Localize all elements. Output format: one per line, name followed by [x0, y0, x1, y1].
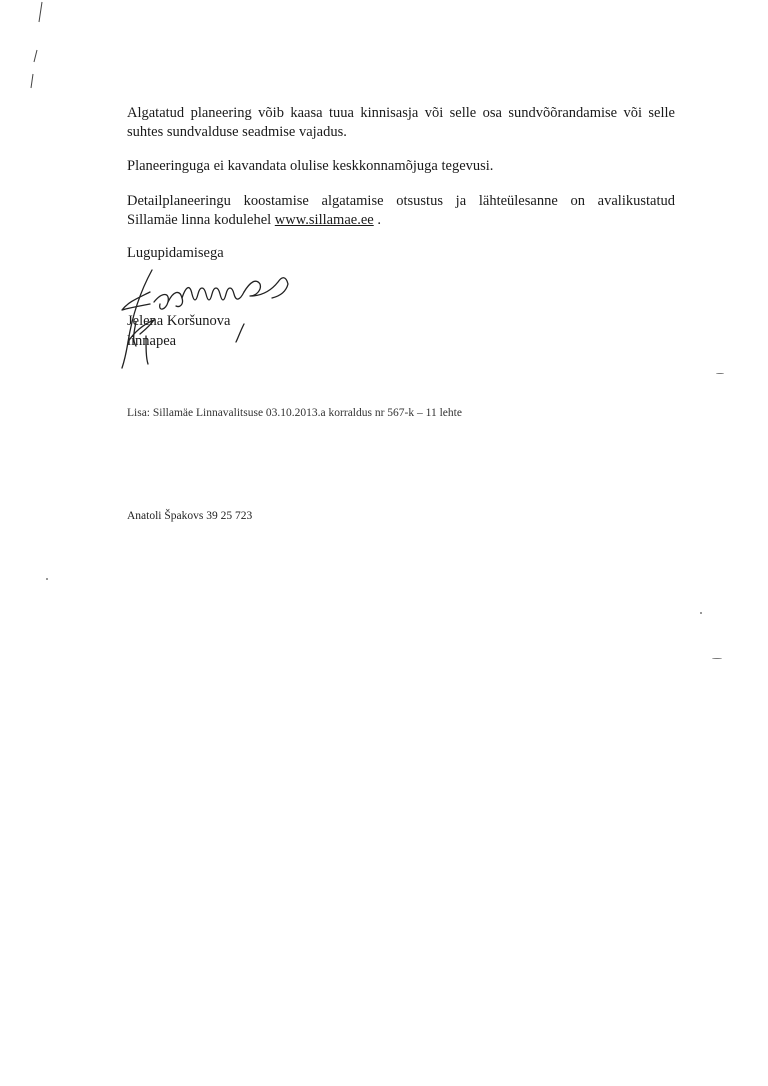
paragraph-text: . — [373, 212, 381, 228]
scan-artifact-dot — [46, 578, 48, 580]
signer-name: Jelena Koršunova — [127, 313, 231, 329]
scan-artifact-dot — [712, 658, 722, 659]
scan-artifact-mark — [28, 0, 48, 100]
paragraph-publication — [127, 192, 675, 230]
scan-artifact-dot — [700, 612, 702, 614]
paragraph-line: suhtes sundvalduse seadmise vajadus. — [127, 124, 347, 140]
paragraph-text: Sillamäe linna kodulehel — [127, 212, 275, 228]
closing-salutation: Lugupidamisega — [127, 245, 224, 261]
paragraph-environmental-impact: Planeeringuga ei kavandata olulise keskkonnamõjuga tegevusi. — [127, 158, 494, 174]
paragraph-expropriation — [127, 104, 675, 142]
paragraph-line: Detailplaneeringu koostamise algatamise otsustus ja lähteülesanne on avalikustatud — [127, 193, 675, 209]
paragraph-line: Algatatud planeering võib kaasa tuua kinnisasja või selle osa sundvõõrandamise või selle — [127, 105, 675, 121]
attachment-note: Lisa: Sillamäe Linnavalitsuse 03.10.2013.a korraldus nr 567-k – 11 lehte — [127, 407, 462, 419]
signer-title: linnapea — [127, 333, 177, 349]
contact-info: Anatoli Špakovs 39 25 723 — [127, 510, 253, 522]
website-link[interactable]: www.sillamae.ee — [274, 212, 374, 228]
scan-artifact-dot — [716, 373, 724, 374]
paragraph-line — [127, 211, 675, 230]
